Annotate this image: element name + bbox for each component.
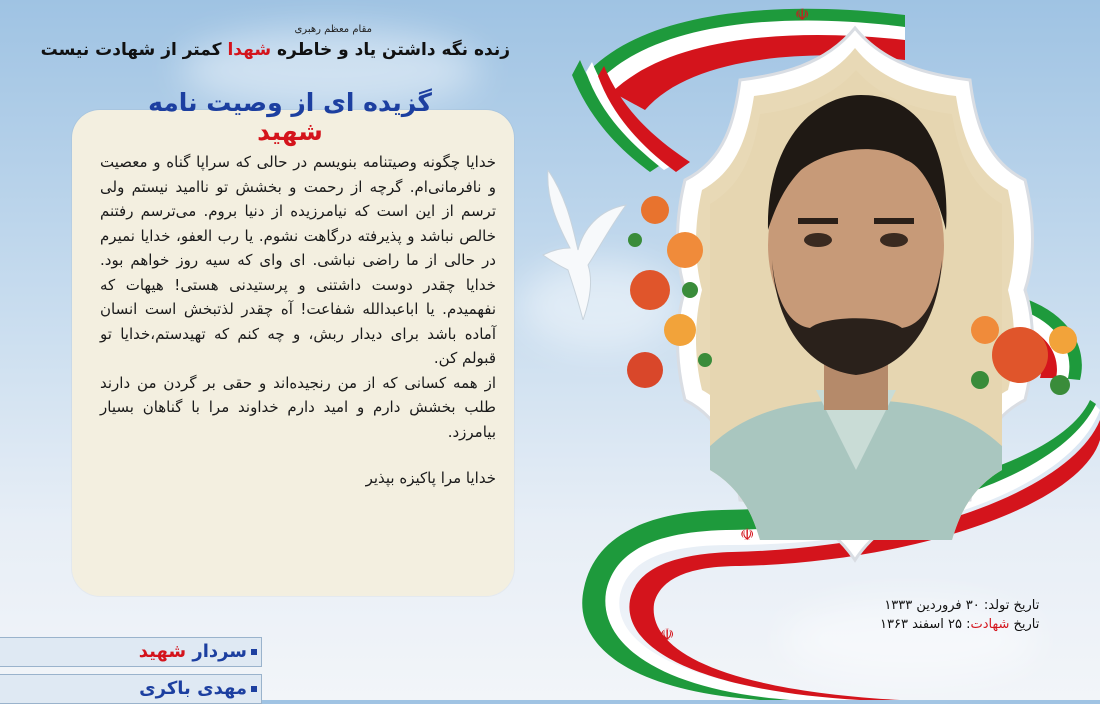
birth-date: [880, 598, 1039, 613]
quote-attribution: مقام معظم رهبری: [294, 24, 372, 35]
will-paragraph: از همه کسانی که از من رنجیده‌اند و حقی بر گردن من دارند طلب بخشش دارم و امید دارم خداوند مرا با گناهان بسیار بیامرزد.: [100, 373, 496, 441]
birth-value: ۳۰ فروردین ۱۳۳۳: [884, 598, 980, 613]
bullet-icon: [251, 686, 257, 692]
quote-text-end: کمتر از شهادت نیست: [40, 40, 228, 60]
will-text: [100, 150, 496, 491]
dates-block: [880, 598, 1039, 632]
quote-highlight: شهدا: [227, 40, 272, 60]
svg-text:☫: ☫: [795, 5, 810, 24]
bullet-icon: [251, 649, 257, 655]
svg-text:☫: ☫: [740, 525, 755, 544]
rank-text: سردار: [186, 641, 247, 662]
quote-text: زنده نگه داشتن یاد و خاطره: [271, 40, 510, 60]
rank-box: [0, 637, 262, 667]
will-closing: خدایا مرا پاکیزه بپذیر: [365, 469, 496, 487]
martyrdom-date: [880, 617, 1039, 632]
leader-quote: [41, 40, 510, 60]
title-highlight: شهید: [257, 117, 323, 146]
flower-ornament-left: [610, 180, 730, 410]
martyr-portrait: [706, 70, 1006, 540]
martyr-value: ۲۵ اسفند ۱۳۶۳: [880, 617, 962, 632]
title-text: گزیده ای از وصیت نامه: [148, 88, 432, 117]
flower-ornament-right: [965, 300, 1085, 410]
rank-highlight: شهید: [138, 641, 187, 662]
birth-label: تاریخ تولد:: [979, 598, 1040, 613]
svg-text:☫: ☫: [660, 625, 675, 644]
martyr-label: تاریخ: [1009, 617, 1040, 632]
martyr-label-highlight: شهادت: [970, 617, 1010, 632]
will-paragraph: خدایا چگونه وصیتنامه بنویسم در حالی که سراپا گناه و معصیت و نافرمانی‌ام. گرچه از رحمت و بخشش تو ناامید نیستم ولی ترسم از این است که نیامرزیده از دنیا بروم. می‌ترسم رفتنم خالص نباشد و پذیرفته درگاهت نشوم. یا رب العفو، خدایا نمیرم در حالی از ما راضی نباشی. ای وای که سیه روز خواهم بود. خدایا چقدر دوست داشتنی و پرستیدنی هستی! هیهات که نفهمیدم. یا اباعبدالله شفاعت! آه چقدر لذتبخش است انسان آماده باشد برای دیدار ربش، و چه کنم که تهیدستم،خدایا تو قبولم کن.: [100, 153, 496, 367]
martyr-name: مهدی باکری: [139, 678, 247, 699]
page-title: [120, 88, 460, 146]
martyr-label-suffix: :: [962, 617, 971, 632]
